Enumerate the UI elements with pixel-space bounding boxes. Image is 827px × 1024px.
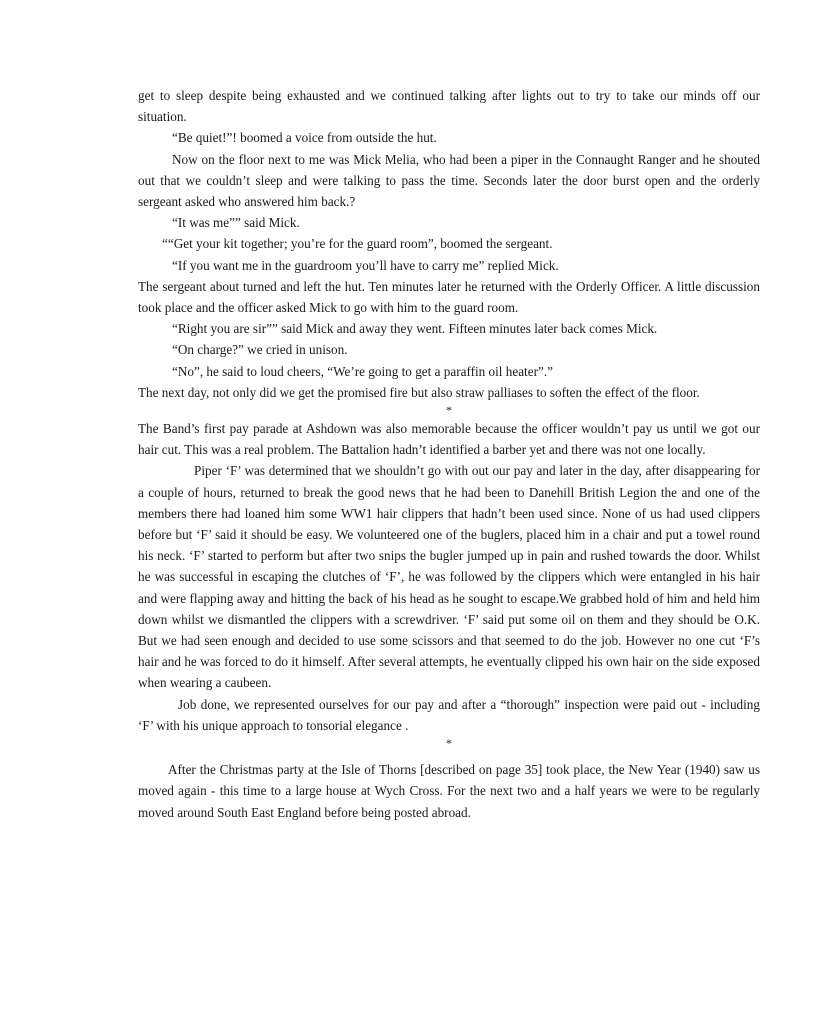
paragraph: ““Get your kit together; you’re for the guard room”, boomed the sergeant. xyxy=(162,236,553,252)
paragraph: “Right you are sir”” said Mick and away they went. Fifteen minutes later back comes Mick. xyxy=(172,321,658,337)
paragraph: The next day, not only did we get the promised fire but also straw palliases to soften the effect of the floor. xyxy=(138,384,700,400)
paragraph: Piper ‘F’ was determined that we shouldn’t go with out our pay and later in the day, after disappearing for a couple of hours, returned to break the good news that he had been to Danehill British Legion the and one of the members there had loaned him some WW1 hair clippers that hadn’t been used since. None of us had used clippers before but ‘F’ said it should be easy. We volunteered one of the buglers, placed him in a chair and put a towel round his neck. ‘F’ started to perform but after two snips the bugler jumped up in pain and rushed towards the door. Whilst he was successful in escaping the clutches of ‘F’, he was followed by the clippers which were entangled in his hair and were flapping away and hitting the back of his head as he sought to escape.We grabbed hold of him and held him down whilst we dismantled the clippers with a screwdriver. ‘F’ said put some oil on them and they should be O.K. But we had seen enough and decided to use some scissors and that seemed to do the job. However no one cut ‘F’s hair and he was forced to do it himself. After several attempts, he eventually clipped his own hair on the side exposed when wearing a caubeen. xyxy=(138,463,760,691)
paragraph: After the Christmas party at the Isle of Thorns [described on page 35] took place, the New Year (1940) saw us moved again - this time to a large house at Wych Cross. For the next two and a half years we were to be regularly moved around South East England before being posted abroad. xyxy=(138,762,760,820)
paragraph: “On charge?” we cried in unison. xyxy=(172,342,348,358)
paragraph: Now on the floor next to me was Mick Melia, who had been a piper in the Connaught Ranger and he shouted out that we couldn’t sleep and were talking to pass the time. Seconds later the door burst open and the orderly sergeant asked who answered him back.? xyxy=(138,151,760,210)
paragraph: “If you want me in the guardroom you’ll have to carry me” replied Mick. xyxy=(172,257,559,273)
paragraph: “Be quiet!”! boomed a voice from outside the hut. xyxy=(172,130,437,146)
paragraph: “No”, he said to loud cheers, “We’re going to get a paraffin oil heater”.” xyxy=(172,363,553,379)
paragraph: get to sleep despite being exhausted and we continued talking after lights out to try to take our minds off our situation. xyxy=(138,88,760,125)
paragraph: The sergeant about turned and left the hut. Ten minutes later he returned with the Orderly Officer. A little discussion took place and the officer asked Mick to go with him to the guard room. xyxy=(138,278,760,316)
spacer xyxy=(138,751,760,759)
paragraph: “It was me”” said Mick. xyxy=(172,215,300,231)
paragraph: The Band’s first pay parade at Ashdown was also memorable because the officer wouldn’t pay us until we got our hair cut. This was a real problem. The Battalion hadn’t identified a barber yet and there was not one locally. xyxy=(138,421,760,458)
paragraph: Job done, we represented ourselves for our pay and after a “thorough” inspection were paid out - including ‘F’ with his unique approach to tonsorial elegance . xyxy=(138,696,760,733)
section-separator: * xyxy=(446,736,452,751)
section-separator: * xyxy=(446,403,452,418)
document-page xyxy=(138,85,760,823)
